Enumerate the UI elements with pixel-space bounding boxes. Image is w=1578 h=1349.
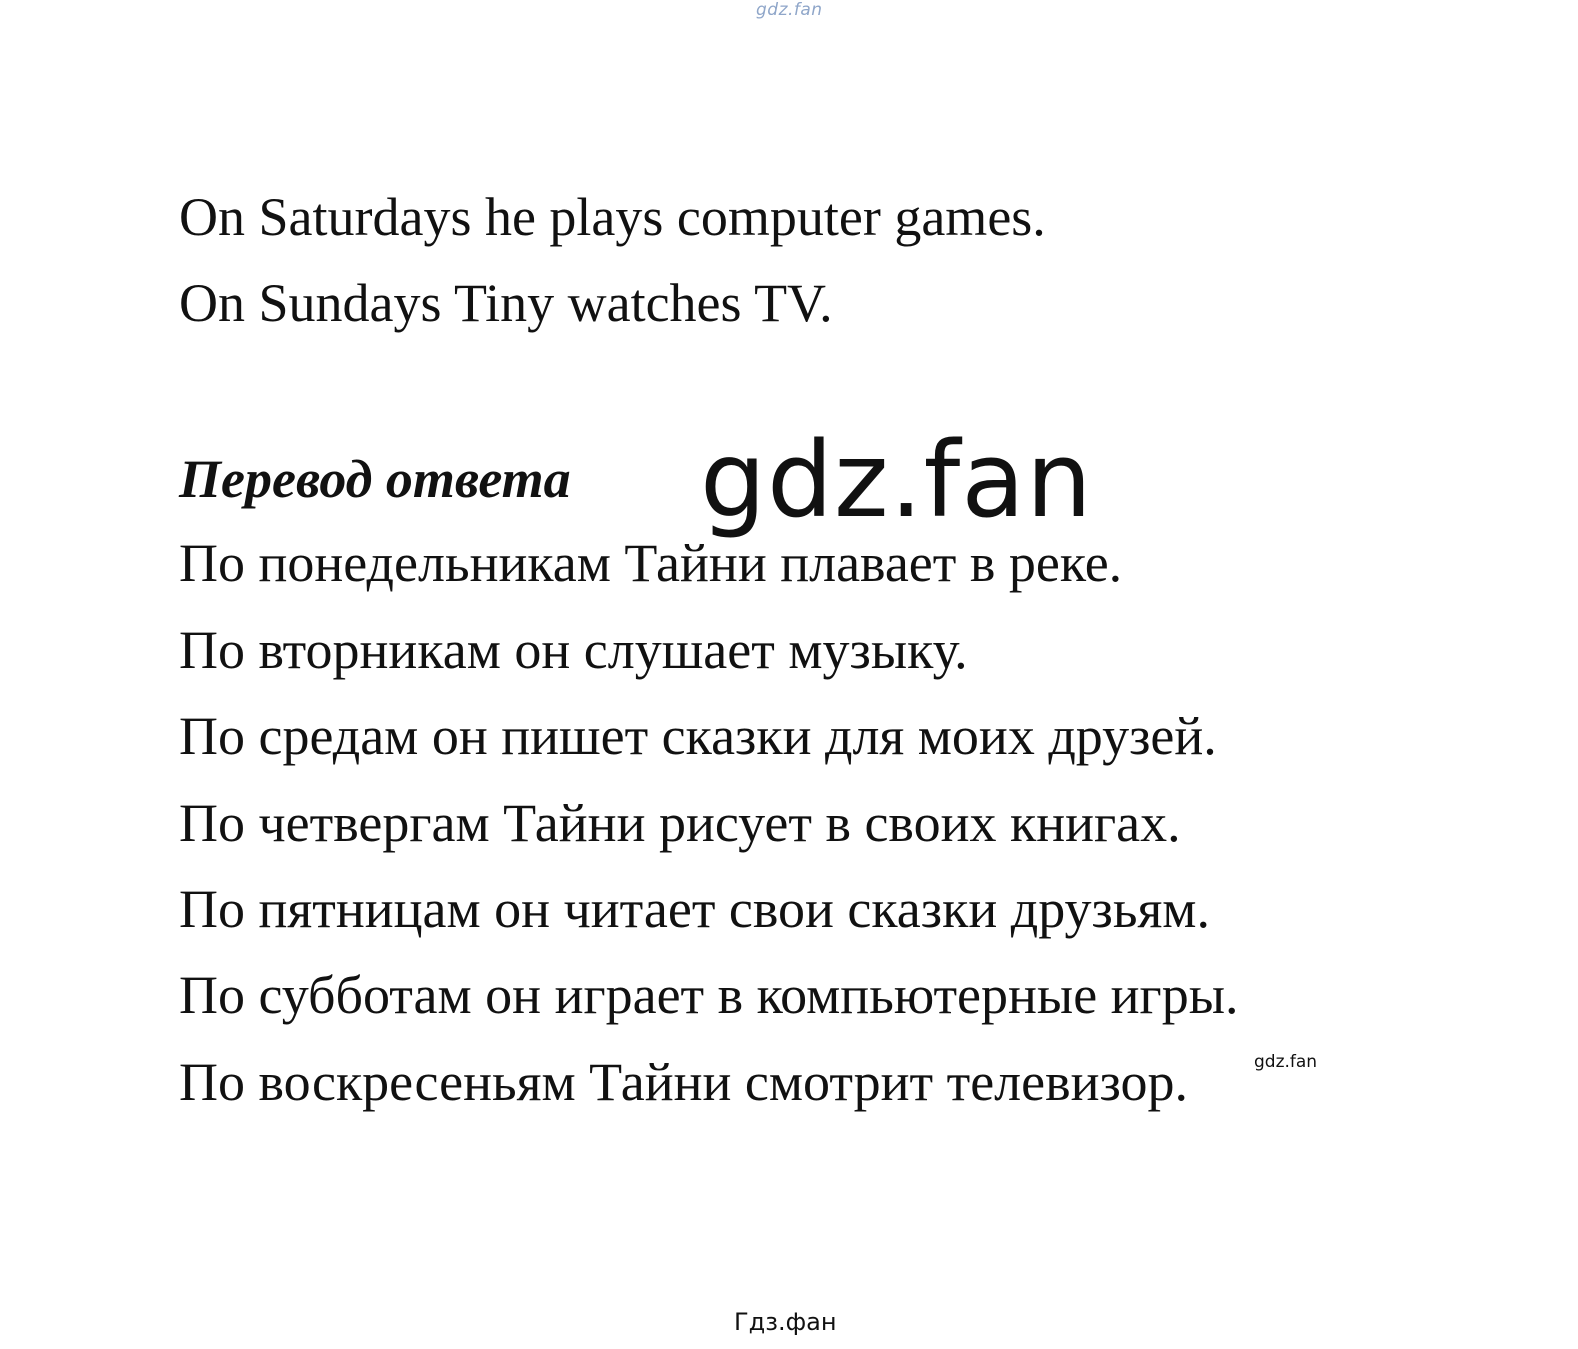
translation-line-monday: По понедельникам Тайни плавает в реке. — [179, 533, 1123, 593]
english-line-sunday: On Sundays Tiny watches TV. — [179, 273, 833, 333]
watermark-small: gdz.fan — [1254, 1052, 1318, 1072]
translation-line-tuesday: По вторникам он слушает музыку. — [179, 620, 968, 680]
watermark-bottom: Гдз.фан — [734, 1308, 837, 1336]
translation-line-sunday: По воскресеньям Тайни смотрит телевизор. — [179, 1052, 1188, 1112]
translation-line-wednesday: По средам он пишет сказки для моих друзей. — [179, 706, 1217, 766]
translation-line-saturday: По субботам он играет в компьютерные игры. — [179, 965, 1239, 1025]
watermark-top: gdz.fan — [756, 0, 823, 20]
watermark-center: gdz.fan — [700, 419, 1093, 541]
translation-line-thursday: По четвергам Тайни рисует в своих книгах. — [179, 793, 1181, 853]
translation-heading: Перевод ответа — [179, 449, 571, 509]
english-line-saturday: On Saturdays he plays computer games. — [179, 187, 1046, 247]
translation-line-friday: По пятницам он читает свои сказки друзьям. — [179, 879, 1210, 939]
